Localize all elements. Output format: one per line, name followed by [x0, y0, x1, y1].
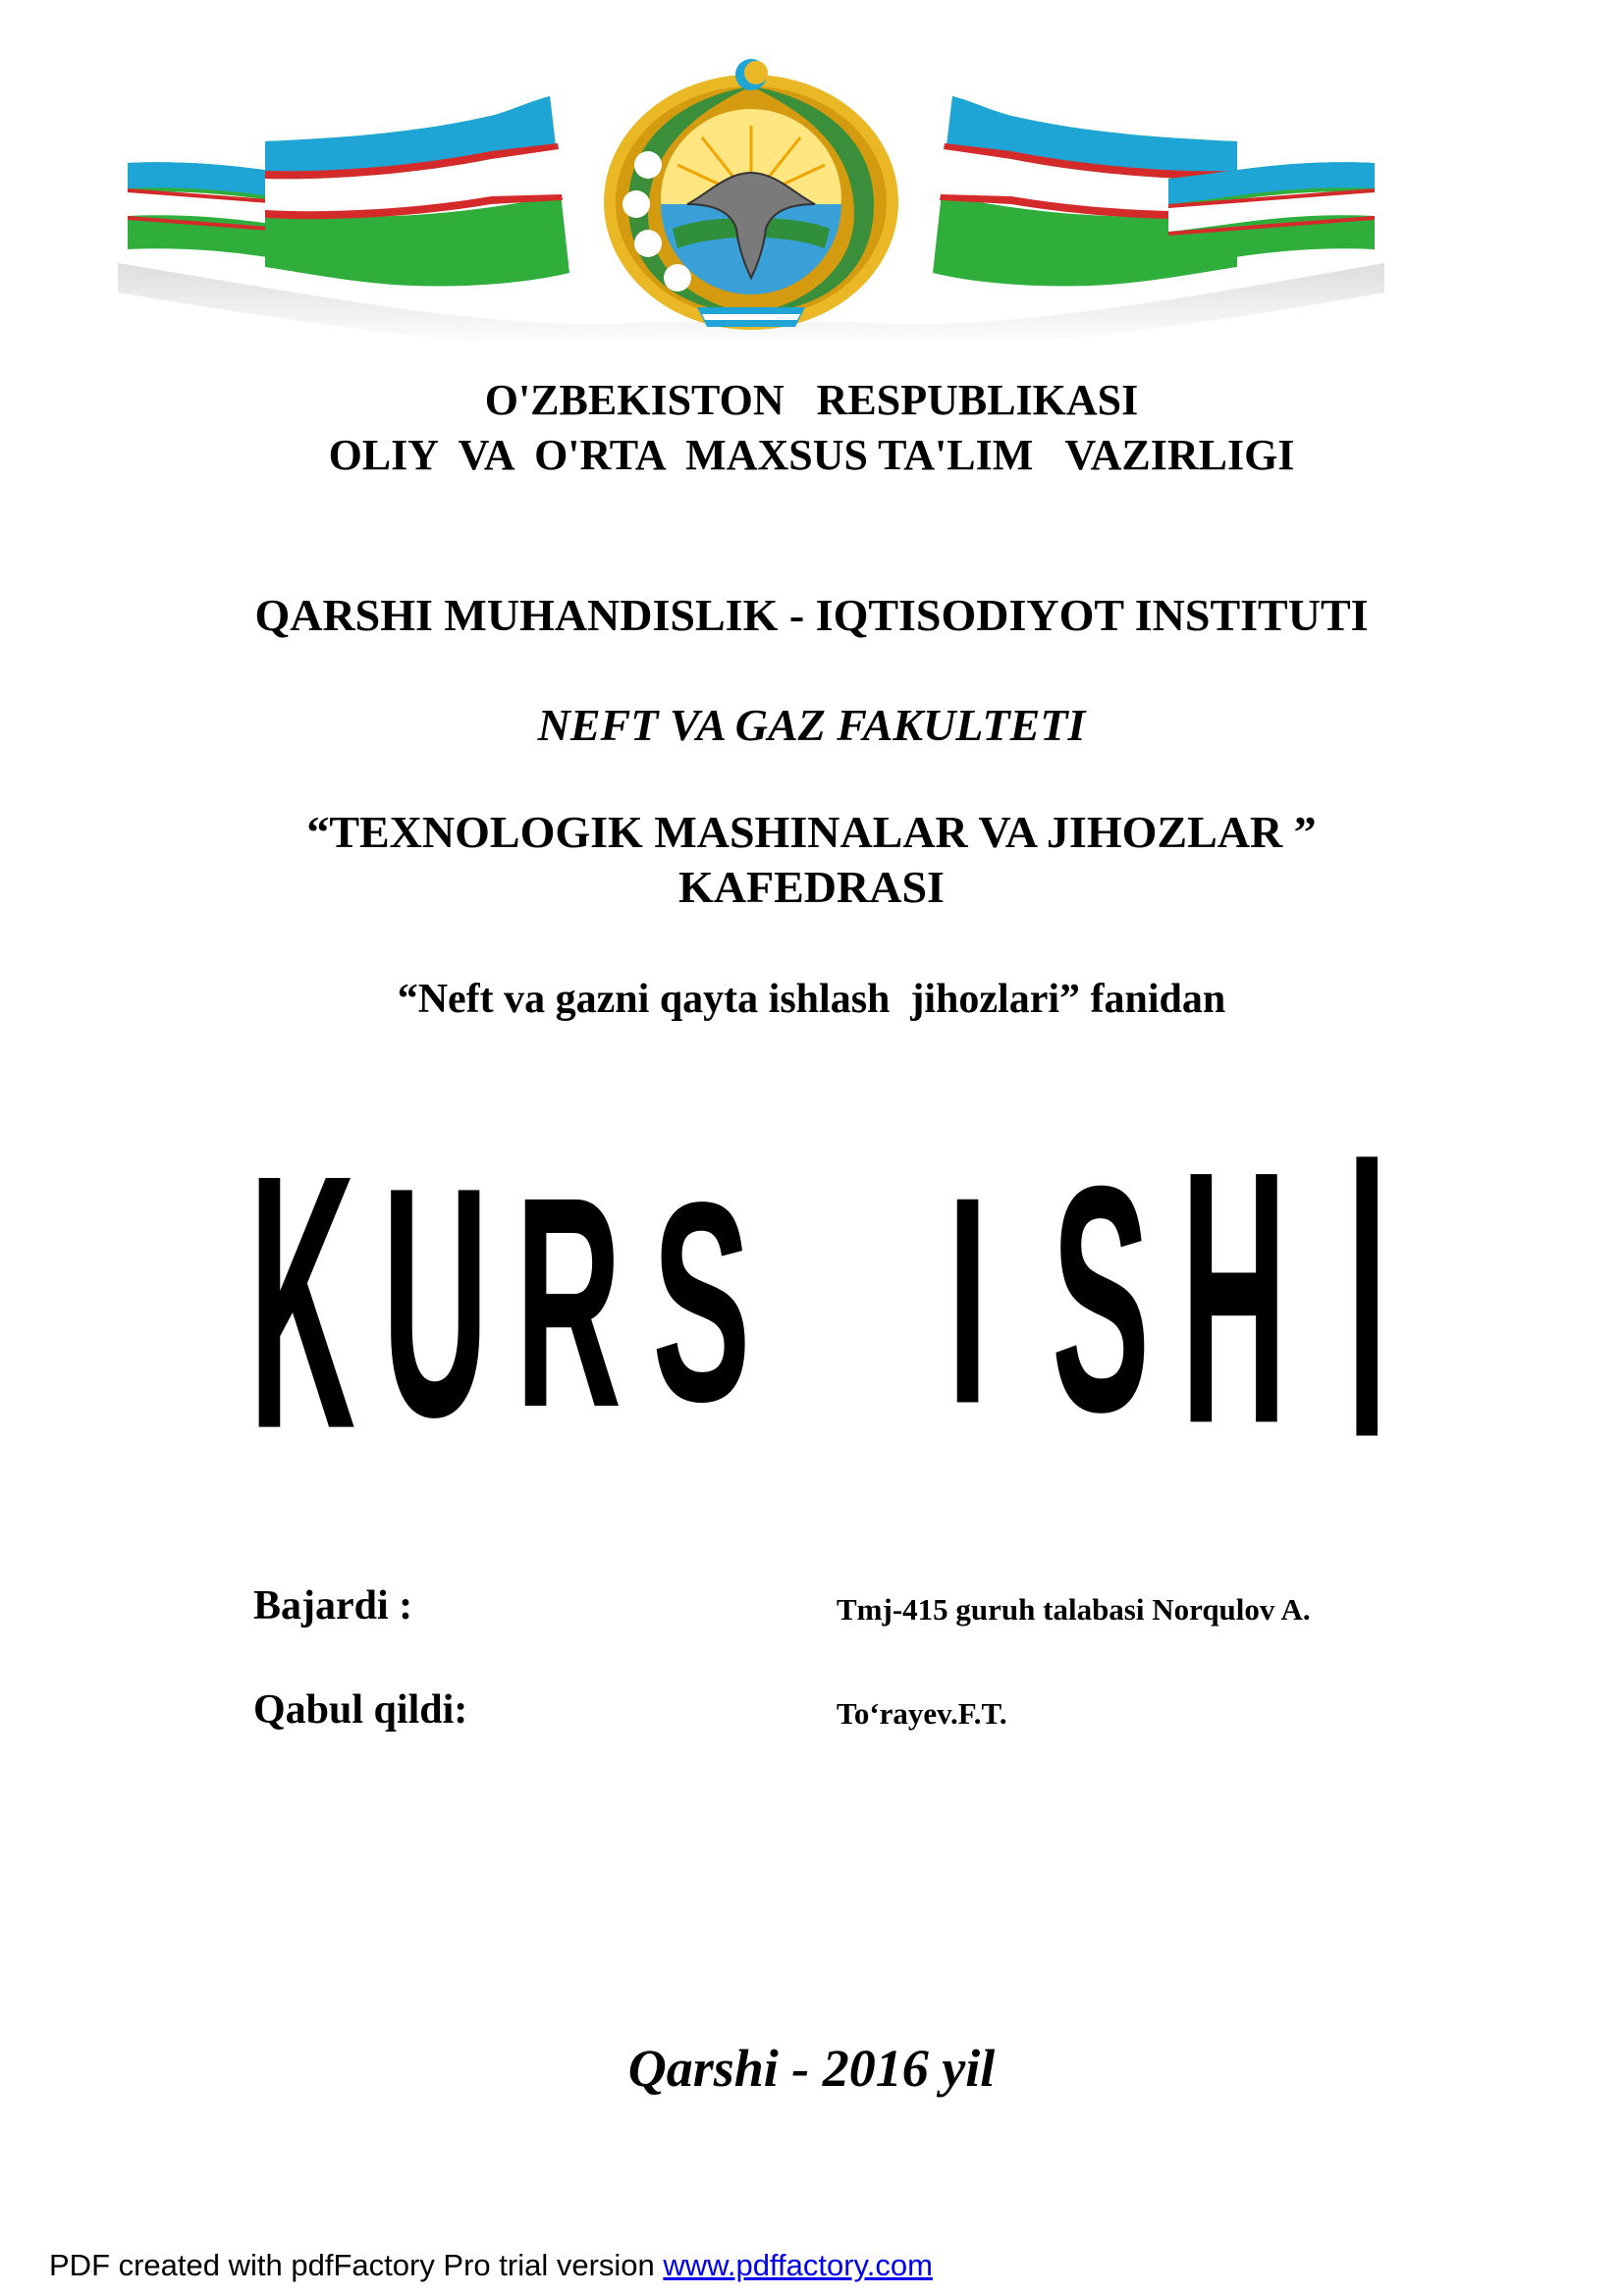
department-name	[0, 805, 1623, 915]
document-title	[236, 1068, 1434, 1522]
title-letter: I	[1346, 1068, 1388, 1522]
performed-by-label: Bajardi :	[253, 1583, 413, 1629]
flag-ribbon-graphic	[98, 57, 1404, 342]
title-letter-group	[1052, 1120, 1150, 1480]
department-line-1: “TEXNOLOGIK MASHINALAR VA JIHOZLAR ”	[306, 807, 1317, 857]
title-letter: S	[652, 1142, 751, 1461]
title-wordart	[236, 1068, 1434, 1522]
title-letter-group	[1346, 1069, 1387, 1522]
performed-by-value: Tmj-415 guruh talabasi Norqulov A.	[837, 1592, 1311, 1627]
pdf-footer	[49, 2248, 933, 2283]
department-line-2: KAFEDRASI	[678, 862, 945, 912]
state-emblem-banner	[98, 57, 1404, 342]
title-letter: U	[382, 1118, 489, 1485]
title-letter-group	[652, 1143, 750, 1461]
title-letter: I	[947, 1136, 989, 1467]
title-letter-group	[515, 1136, 622, 1471]
title-letter: H	[1180, 1096, 1287, 1499]
title-letter-group	[249, 1099, 355, 1505]
accepted-by-value: To‘rayev.F.T.	[837, 1696, 1007, 1731]
title-letter-group	[382, 1119, 488, 1485]
ministry-header	[0, 373, 1623, 483]
title-letter-group	[947, 1137, 989, 1466]
title-letter-group	[1181, 1096, 1287, 1499]
coat-of-arms-icon	[604, 59, 898, 330]
city-year: Qarshi - 2016 yil	[627, 2039, 996, 2098]
footer-text: PDF created with pdfFactory Pro trial version	[49, 2248, 664, 2282]
accepted-by-label: Qabul qildi:	[253, 1687, 468, 1733]
subject-line: “Neft va gazni qayta ishlash jihozlari” fanidan	[397, 977, 1226, 1022]
ministry-line-2: OLIY VA O'RTA MAXSUS TA'LIM VAZIRLIGI	[328, 431, 1295, 479]
title-letter: K	[248, 1098, 355, 1505]
institute-name: QARSHI MUHANDISLIK - IQTISODIYOT INSTITUTI	[254, 590, 1369, 640]
pdffactory-link[interactable]: www.pdffactory.com	[663, 2248, 933, 2282]
title-letter: S	[1052, 1119, 1151, 1480]
faculty-name: NEFT VA GAZ FAKULTETI	[537, 700, 1086, 750]
title-letter: R	[514, 1135, 622, 1471]
ministry-line-1: O'ZBEKISTON RESPUBLIKASI	[484, 376, 1139, 424]
